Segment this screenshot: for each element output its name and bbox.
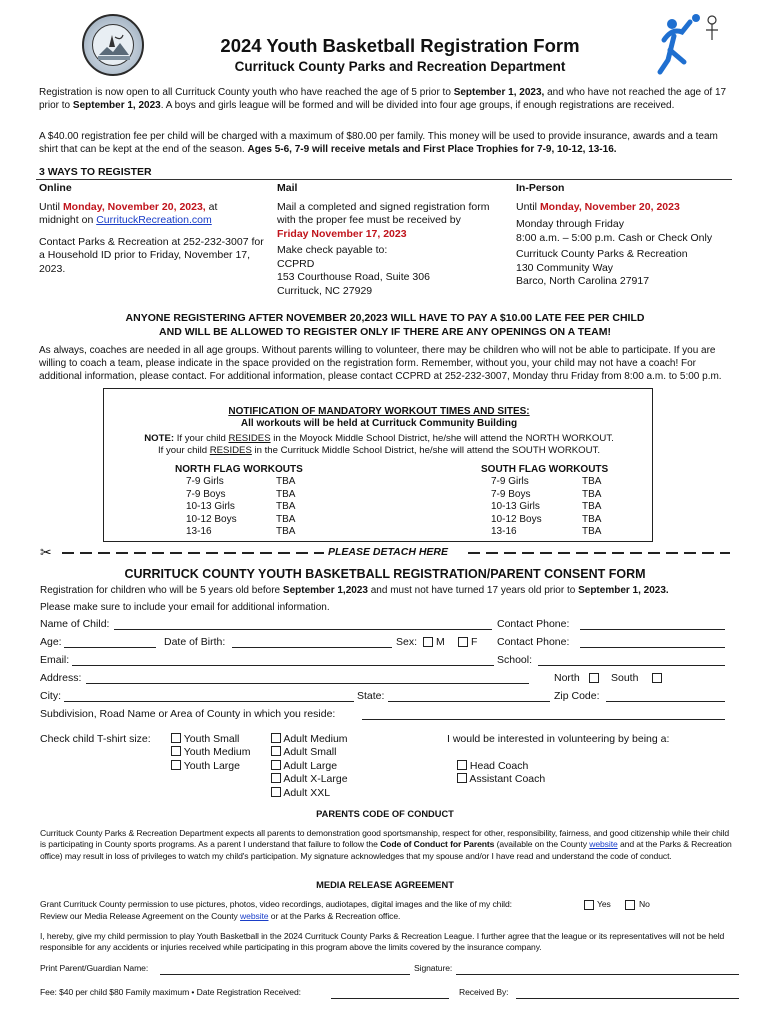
date-received-field[interactable] [331, 998, 449, 999]
dob-field[interactable] [232, 647, 392, 648]
checkbox[interactable] [171, 733, 181, 743]
basketball-player-logo [650, 10, 722, 80]
school-label: School: [497, 654, 533, 666]
list-item: 10-13 Girls TBA [491, 501, 602, 512]
name-label: Name of Child: [40, 618, 110, 630]
checkbox[interactable] [271, 733, 281, 743]
sex-male-checkbox[interactable] [423, 637, 433, 647]
list-item: 10-13 Girls TBA [186, 501, 296, 512]
address-label: Address: [40, 672, 82, 684]
late-fee-notice: ANYONE REGISTERING AFTER NOVEMBER 20,2023 WILL HAVE TO PAY A $10.00 LATE FEE PER CHILD AND WILL BE ALLOWED TO REGISTER ONLY IF THERE ARE ANY OPENINGS ON A TEAM! [125, 312, 645, 338]
adult-xlarge-option[interactable]: Adult X-Large [271, 773, 348, 786]
media-grant-text: Grant Currituck County permission to use pictures, photos, video recordings, audiotapes, digital images and the like of my child: [40, 899, 512, 909]
adult-medium-option[interactable]: Adult Medium [271, 733, 348, 746]
city-label: City: [40, 690, 61, 702]
checkbox[interactable] [271, 787, 281, 797]
dob-label: Date of Birth: [164, 636, 226, 648]
tshirt-label: Check child T-shirt size: [40, 733, 151, 745]
sex-label: Sex: [396, 636, 418, 648]
north-workouts-heading: NORTH FLAG WORKOUTS [175, 464, 303, 475]
list-item: 13-16 TBA [186, 526, 296, 537]
contact-phone-label-2: Contact Phone: [497, 636, 570, 648]
subdivision-field[interactable] [362, 719, 725, 720]
youth-medium-option[interactable]: Youth Medium [171, 746, 250, 759]
website-link[interactable]: website [240, 911, 269, 921]
checkbox[interactable] [271, 760, 281, 770]
print-name-label: Print Parent/Guardian Name: [40, 963, 149, 973]
media-no-label: No [639, 899, 650, 909]
list-item: 13-16 TBA [491, 526, 602, 537]
in-person-section: Until Monday, November 20, 2023 Monday through Friday 8:00 a.m. – 5:00 p.m. Cash or Check Only Currituck County Parks & Recreation 130 Community Way Barco, North Carolina 27917 [516, 201, 713, 288]
list-item: 7-9 Boys TBA [186, 488, 296, 500]
city-field[interactable] [64, 701, 354, 702]
workout-notice-title: NOTIFICATION OF MANDATORY WORKOUT TIMES AND SITES: [228, 406, 530, 417]
media-yes-label: Yes [597, 899, 611, 909]
page-title: 2024 Youth Basketball Registration Form [220, 35, 580, 56]
list-item: 10-12 Boys TBA [491, 513, 602, 525]
email-label: Email: [40, 654, 70, 666]
in-person-heading: In-Person [516, 182, 565, 194]
north-label: North [554, 672, 580, 684]
head-coach-option[interactable]: Head Coach [457, 760, 545, 773]
page-subtitle: Currituck County Parks and Recreation Department [234, 59, 566, 74]
detach-line [40, 546, 730, 560]
zip-field[interactable] [606, 701, 725, 702]
volunteer-options [457, 760, 545, 787]
south-checkbox[interactable] [652, 673, 662, 683]
currituck-recreation-link[interactable]: CurrituckRecreation.com [96, 214, 212, 227]
sex-female-checkbox[interactable] [458, 637, 468, 647]
south-workouts-list [491, 476, 601, 539]
adult-small-option[interactable]: Adult Small [271, 746, 348, 759]
divider [36, 179, 732, 180]
checkbox[interactable] [457, 773, 467, 783]
email-field[interactable] [72, 665, 494, 666]
received-by-label: Received By: [459, 987, 509, 997]
subdivision-label: Subdivision, Road Name or Area of County in which you reside: [40, 708, 336, 720]
sex-male-label: M [436, 636, 445, 648]
intro-paragraph-1: Registration is now open to all Currituck County youth who have reached the age of 5 prior to September 1, 2023, and who have not reached the age of 17 prior to September 1, 2023. A boys and girls league will be formed and will be divided into four age groups, if enough registrations are received. [39, 87, 727, 111]
checkbox[interactable] [457, 760, 467, 770]
state-label: State: [357, 690, 385, 702]
contact-phone-field-2[interactable] [580, 647, 725, 648]
adult-xxl-option[interactable]: Adult XXL [271, 787, 348, 800]
checkbox[interactable] [271, 746, 281, 756]
youth-small-option[interactable]: Youth Small [171, 733, 250, 746]
name-field[interactable] [114, 629, 492, 630]
youth-large-option[interactable]: Youth Large [171, 760, 250, 773]
sex-female-label: F [471, 636, 478, 648]
email-note: Please make sure to include your email for additional information. [40, 602, 330, 613]
address-field[interactable] [86, 683, 529, 684]
north-workouts-list [186, 476, 295, 539]
checkbox[interactable] [171, 746, 181, 756]
list-item: 7-9 Girls TBA [491, 476, 602, 487]
media-review-text: Review our Media Release Agreement on the County website or at the Parks & Recreation office. [40, 911, 401, 921]
print-name-field[interactable] [160, 974, 410, 975]
north-note: NOTE: If your child RESIDES in the Moyock Middle School District, he/she will attend the NORTH WORKOUT. [144, 433, 614, 444]
state-field[interactable] [388, 701, 550, 702]
ways-to-register-heading: 3 WAYS TO REGISTER [39, 166, 152, 178]
code-of-conduct-text: Currituck County Parks & Recreation Department expects all parents to demonstration good sportsmanship, respect for other, responsibility, fairness, and good citizenship while their child is participating in County sports programs. As a parent I understand that failure to follow the Code of Conduct for Parents (available on the County website and at the Parks & Recreation office) may result in loss of privileges to watch my child's participation. My signature acknowledges that my spouse and/or I have read and understand the code of conduct. [40, 828, 732, 861]
zip-label: Zip Code: [554, 690, 600, 702]
media-release-heading: MEDIA RELEASE AGREEMENT [316, 880, 454, 890]
assistant-coach-option[interactable]: Assistant Coach [457, 773, 545, 786]
mail-heading: Mail [277, 182, 298, 194]
online-section: Until Monday, November 20, 2023, at midnight on CurrituckRecreation.com Contact Parks & Recreation at 252-232-3007 for a Household ID prior to Friday, November 17, 2023. [39, 201, 264, 275]
checkbox[interactable] [171, 760, 181, 770]
signature-label: Signature: [414, 963, 453, 973]
received-by-field[interactable] [516, 998, 739, 999]
dashed-line-right [468, 552, 730, 554]
contact-phone-field-1[interactable] [580, 629, 725, 630]
contact-phone-label-1: Contact Phone: [497, 618, 570, 630]
dashed-line-left [62, 552, 324, 554]
south-label: South [611, 672, 639, 684]
coaches-paragraph: As always, coaches are needed in all age groups. Without parents willing to volunteer, there may be children who will not be able to participate. If you are willing to coach a team, please indicate in the space provided on the registration form. Remember, without you, your child may not have a coach! For additional information, please contact. For additional information, please contact CCPRD at 252-232-3007, Monday thru Friday from 8:00 a.m. to 5:00 p.m. [39, 345, 722, 382]
checkbox[interactable] [271, 773, 281, 783]
website-link[interactable]: website [589, 839, 618, 850]
consent-form-title: CURRITUCK COUNTY YOUTH BASKETBALL REGISTRATION/PARENT CONSENT FORM [124, 567, 646, 581]
online-heading: Online [39, 182, 72, 194]
youth-sizes [171, 733, 250, 773]
workout-location: All workouts will be held at Currituck Community Building [240, 418, 518, 429]
scissors-icon: ✂ [40, 544, 52, 560]
age-field[interactable] [64, 647, 156, 648]
adult-large-option[interactable]: Adult Large [271, 760, 348, 773]
volunteer-label: I would be interested in volunteering by being a: [447, 733, 670, 745]
list-item: 10-12 Boys TBA [186, 513, 296, 525]
south-workouts-heading: SOUTH FLAG WORKOUTS [481, 464, 609, 475]
age-requirement: Registration for children who will be 5 years old before September 1,2023 and must not have turned 17 years old prior to September 1, 2023. [40, 585, 669, 596]
south-note: If your child RESIDES in the Currituck Middle School District, he/she will attend the SOUTH WORKOUT. [157, 445, 600, 456]
mail-section: Mail a completed and signed registration form with the proper fee must be received by Friday November 17, 2023 Make check payable to: CCPRD 153 Courthouse Road, Suite 306 Currituck, NC 27929 [277, 201, 490, 297]
signature-field[interactable] [456, 974, 739, 975]
workout-notice-box [103, 388, 653, 542]
age-label: Age: [40, 636, 62, 648]
media-yes-checkbox[interactable] [584, 900, 594, 910]
school-field[interactable] [538, 665, 725, 666]
permission-text: I, hereby, give my child permission to play Youth Basketball in the 2024 Currituck County Parks & Recreation League. I further agree that the league or its representatives will not be held responsible for any accidents or injuries received while participating in this program above the limits covered by the insurance company. [40, 931, 725, 953]
intro-paragraph-2: A $40.00 registration fee per child will be charged with a maximum of $80.00 per family. This money will be used to provide insurance, awards and a team shirt that can be kept at the end of the season. Ages 5-6, 7-9 will receive metals and First Place Trophies for 7-9, 10-12, 13-16. [39, 131, 718, 155]
fee-footer-label: Fee: $40 per child $80 Family maximum • Date Registration Received: [40, 987, 301, 997]
list-item: 7-9 Boys TBA [491, 488, 602, 500]
media-no-checkbox[interactable] [625, 900, 635, 910]
adult-sizes [271, 733, 348, 800]
county-seal-logo [82, 14, 144, 76]
code-of-conduct-heading: PARENTS CODE OF CONDUCT [316, 809, 454, 819]
detach-label: PLEASE DETACH HERE [328, 546, 448, 558]
north-checkbox[interactable] [589, 673, 599, 683]
list-item: 7-9 Girls TBA [186, 476, 296, 487]
